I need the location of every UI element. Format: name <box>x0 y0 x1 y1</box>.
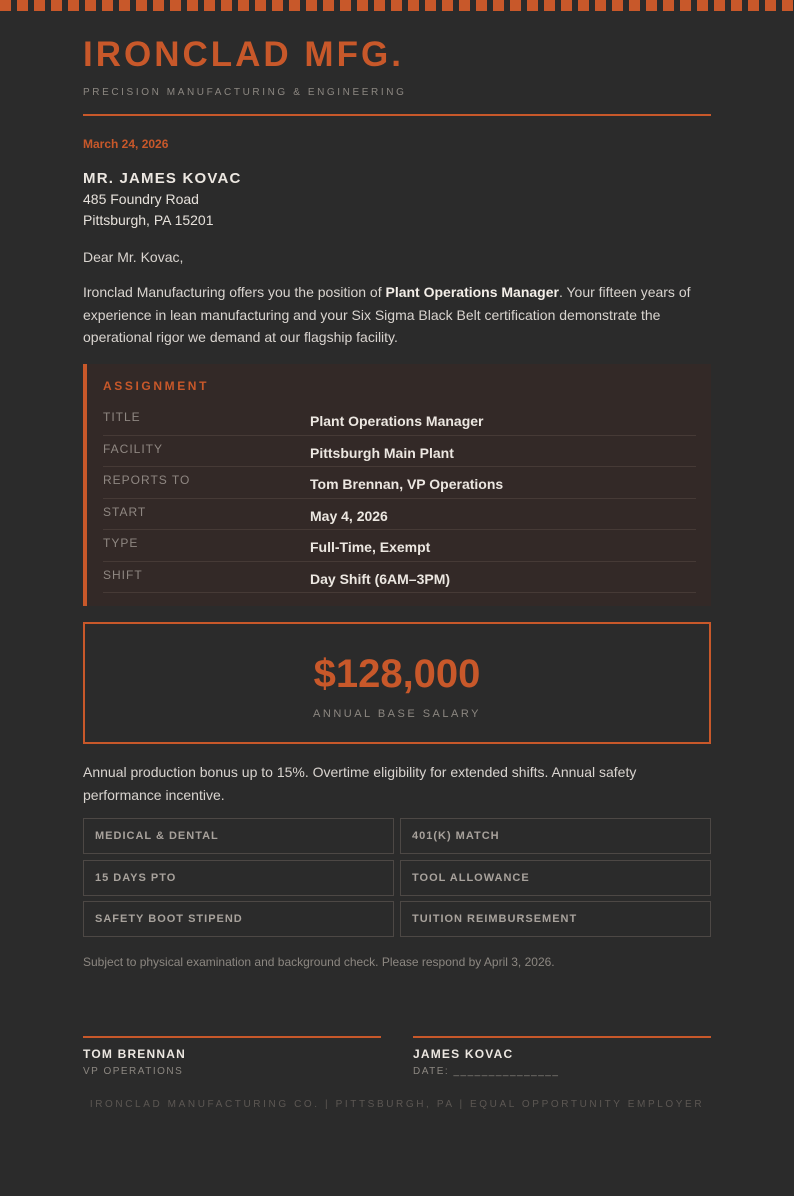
company-name: IRONCLAD MFG. <box>83 35 404 74</box>
bonus-paragraph: Annual production bonus up to 15%. Overtime eligibility for extended shifts. Annual safety performance incentive. <box>83 764 637 803</box>
salary-box <box>83 622 711 744</box>
signer-name: JAMES KOVAC <box>413 1047 514 1061</box>
intro-paragraph <box>83 281 711 349</box>
assignment-value: Day Shift (6AM–3PM) <box>310 570 451 587</box>
assignment-row-title <box>103 404 696 436</box>
benefit-medical-dental: MEDICAL & DENTAL <box>83 818 394 854</box>
assignment-label: REPORTS TO <box>103 473 191 487</box>
recipient-address-line1: 485 Foundry Road <box>83 191 199 207</box>
letter-date: March 24, 2026 <box>83 137 169 151</box>
assignment-value: Full-Time, Exempt <box>310 539 431 555</box>
salary-amount: $128,000 <box>313 652 481 696</box>
assignment-label: TITLE <box>103 410 141 424</box>
intro-text-before: Ironclad Manufacturing offers you the position of <box>83 284 386 300</box>
signature-block-candidate <box>413 1036 711 1077</box>
assignment-value: May 4, 2026 <box>310 507 388 524</box>
signature-block-employer <box>83 1036 381 1077</box>
assignment-label: FACILITY <box>103 441 164 456</box>
assignment-row-shift <box>103 562 696 594</box>
fine-print: Subject to physical examination and background check. Please respond by April 3, 2026. <box>83 955 555 969</box>
assignment-label: TYPE <box>103 536 139 550</box>
assignment-value: Plant Operations Manager <box>310 413 484 429</box>
signer-name: TOM BRENNAN <box>83 1047 186 1061</box>
assignment-heading: ASSIGNMENT <box>103 379 210 393</box>
salutation: Dear Mr. Kovac, <box>83 249 184 265</box>
assignment-row-type <box>103 530 696 562</box>
intro-text-after: . Your fifteen years of experience in lean manufacturing and your Six Sigma Black Belt certification demonstrate the operational rigor we demand at our flagship facility. <box>83 284 691 345</box>
benefit-pto: 15 DAYS PTO <box>83 860 394 896</box>
assignment-panel <box>83 364 711 606</box>
recipient-address-line2: Pittsburgh, PA 15201 <box>83 212 214 228</box>
top-stripe-border <box>0 0 794 11</box>
company-tagline: PRECISION MANUFACTURING & ENGINEERING <box>83 87 407 98</box>
salary-label: ANNUAL BASE SALARY <box>313 708 481 720</box>
assignment-row-facility <box>103 436 696 468</box>
assignment-value: Pittsburgh Main Plant <box>310 444 454 461</box>
signer-role: VP OPERATIONS <box>83 1066 184 1077</box>
assignment-label: SHIFT <box>103 567 143 582</box>
assignment-row-start <box>103 499 696 531</box>
header-divider <box>83 114 711 116</box>
signature-date-line: DATE: _______________ <box>413 1066 560 1077</box>
recipient-name: MR. JAMES KOVAC <box>83 170 242 187</box>
assignment-value: Tom Brennan, VP Operations <box>310 476 504 492</box>
intro-position-title: Plant Operations Manager <box>385 284 559 300</box>
assignment-label: START <box>103 504 147 519</box>
benefit-safety-boot-stipend: SAFETY BOOT STIPEND <box>83 901 394 937</box>
benefit-tuition-reimbursement: TUITION REIMBURSEMENT <box>400 901 711 937</box>
benefit-401k-match: 401(K) MATCH <box>400 818 711 854</box>
footer-text: IRONCLAD MANUFACTURING CO. | PITTSBURGH, PA | EQUAL OPPORTUNITY EMPLOYER <box>89 1099 705 1110</box>
benefit-tool-allowance: TOOL ALLOWANCE <box>400 860 711 896</box>
assignment-row-reports-to <box>103 467 696 499</box>
